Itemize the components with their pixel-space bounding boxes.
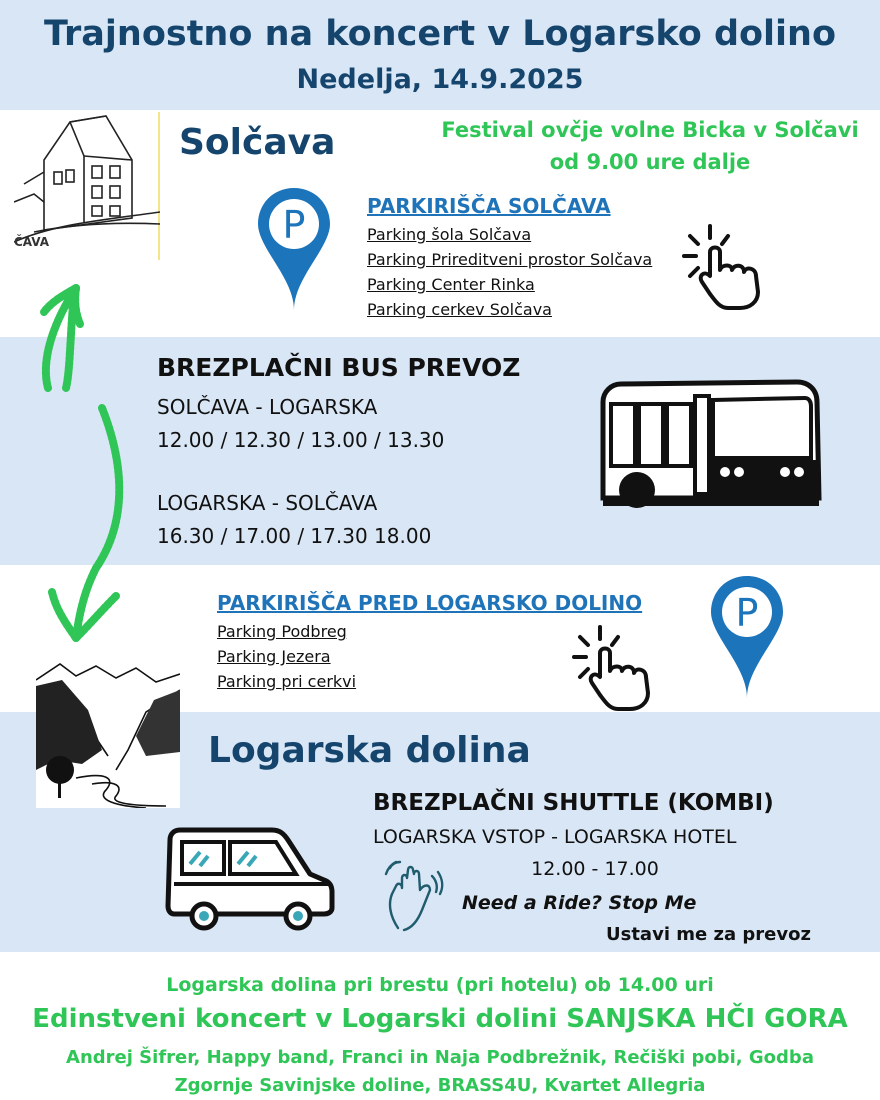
bus-schedule	[157, 391, 444, 553]
concert-title: Edinstveni koncert v Logarski dolini SANJSKA HČI GORA	[32, 1004, 848, 1034]
bus-heading: BREZPLAČNI BUS PREVOZ	[157, 353, 521, 382]
performers-line-1: Andrej Šifrer, Happy band, Franci in Naja Podbrežnik, Rečiški pobi, Godba	[66, 1047, 814, 1068]
festival-line-1: Festival ovčje volne Bicka v Solčavi	[441, 118, 859, 142]
place-logarska: Logarska dolina	[208, 730, 531, 771]
bus-times-2: 16.30 / 17.00 / 17.30 18.00	[157, 524, 432, 548]
van-icon	[164, 824, 336, 938]
ride-slovene: Ustavi me za prevoz	[606, 924, 811, 945]
ride-english: Need a Ride? Stop Me	[462, 892, 697, 914]
event-date: Nedelja, 14.9.2025	[296, 64, 584, 95]
click-hand-icon	[680, 222, 776, 314]
green-arrow-icon	[26, 278, 146, 662]
parking-link-sola[interactable]: Parking šola Solčava	[367, 225, 532, 244]
parking-solcava-heading[interactable]: PARKIRIŠČA SOLČAVA	[367, 194, 611, 218]
festival-info	[420, 114, 880, 178]
bus-route-2: LOGARSKA - SOLČAVA	[157, 491, 378, 515]
festival-line-2: od 9.00 ure dalje	[549, 150, 751, 174]
waving-hand-icon	[384, 858, 444, 938]
parking-link-pri-cerkvi[interactable]: Parking pri cerkvi	[217, 672, 357, 691]
parking-pin-icon	[256, 186, 332, 316]
shuttle-heading: BREZPLAČNI SHUTTLE (KOMBI)	[373, 790, 774, 816]
parking-logarska-heading[interactable]: PARKIRIŠČA PRED LOGARSKO DOLINO	[217, 591, 643, 615]
parking-link-jezera[interactable]: Parking Jezera	[217, 647, 331, 666]
bus-icon	[597, 378, 823, 522]
click-hand-icon-2	[570, 620, 666, 718]
shuttle-times: 12.00 - 17.00	[531, 858, 659, 880]
parking-link-cerkev[interactable]: Parking cerkev Solčava	[367, 300, 552, 319]
parking-link-podbreg[interactable]: Parking Podbreg	[217, 622, 347, 641]
valley-sketch-icon	[36, 660, 180, 808]
parking-pin-icon-2	[702, 574, 792, 704]
concert-performers	[0, 1044, 880, 1100]
parking-solcava-list	[367, 194, 652, 322]
concert-location: Logarska dolina pri brestu (pri hotelu) ob 14.00 uri	[166, 974, 714, 996]
sketch-caption: ČAVA	[14, 235, 50, 249]
place-solcava: Solčava	[179, 122, 336, 163]
bus-route-1: SOLČAVA - LOGARSKA	[157, 395, 378, 419]
bus-times-1: 12.00 / 12.30 / 13.00 / 13.30	[157, 428, 445, 452]
performers-line-2: Zgornje Savinjske doline, BRASS4U, Kvartet Allegria	[174, 1075, 706, 1096]
svg-text:P: P	[735, 591, 759, 635]
parking-link-prireditveni[interactable]: Parking Prireditveni prostor Solčava	[367, 250, 653, 269]
svg-text:P: P	[282, 203, 306, 247]
page-title: Trajnostno na koncert v Logarsko dolino	[44, 14, 836, 54]
parking-link-rinka[interactable]: Parking Center Rinka	[367, 275, 535, 294]
shuttle-route: LOGARSKA VSTOP - LOGARSKA HOTEL	[373, 826, 737, 848]
